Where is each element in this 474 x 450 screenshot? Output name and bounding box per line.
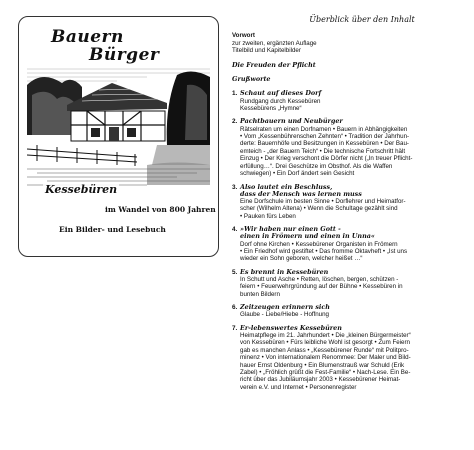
toc-entry-number: 6. [232, 304, 238, 312]
toc-entry-title: Pachtbauern und Neubürger [240, 117, 343, 126]
toc-entry-number: 3. [232, 183, 238, 191]
toc-entry-number: 7. [232, 324, 238, 332]
cover-place-name: Kessebüren [45, 183, 118, 196]
toc-entry-title: einen in Frömern und einen in Unna« [240, 232, 375, 241]
toc-entry-line: emteich - „der Bauern Teich“ • Die technische Fortschritt hält [240, 147, 406, 155]
toc-entry [232, 90, 464, 112]
toc-front-line: zur zweiten, ergänzten Auflage [232, 39, 317, 47]
toc-entry-line: schwiegen) • Ein Dorf ändert sein Gesicht [240, 170, 355, 178]
toc-entry-line: derte: Bauernhöfe und Besitzungen in Kessebüren • Der Bau- [240, 140, 409, 148]
toc-entry-line: gab es manchen Anlass • „Kessebürener Runde“ mit Politpro- [240, 346, 409, 354]
toc-entry-number: 1. [232, 90, 238, 98]
toc-entry-line: In Schutt und Asche • Retten, löschen, bergen, schützen - [240, 275, 399, 283]
cover-subtitle: im Wandel von 800 Jahren [105, 205, 216, 214]
toc-entry-line: minenz • Von internationalem Renommee: Der Maler und Bild- [240, 354, 411, 362]
toc-duty: Die Freuden der Pflicht [232, 60, 316, 69]
toc-entry-line: • Vom „Kessenbührenschen Zehnten“ • Tradition der Jahrhun- [240, 133, 410, 141]
toc-entry-line: • Pauken fürs Leben [240, 212, 296, 220]
toc-entry-line: Dorf ohne Kirchen • Kessebürener Organisten in Frömern [240, 240, 398, 248]
toc-entry-title: Er-lebenswertes Kessebüren [240, 323, 342, 332]
toc-entry-line: hauer Ernst Oldenburg • Ein Blumenstrauß war Schuld (Erik [240, 361, 405, 369]
toc-entry-line: verein e.V. und Internet • Personenregister [240, 383, 357, 391]
toc-entry [232, 269, 464, 298]
toc-entry-line: bunten Bildern [240, 290, 280, 298]
toc-entry-line: Glaube - Liebe/Hiebe - Hoffnung [240, 311, 329, 319]
toc-front-matter [232, 32, 464, 54]
toc-entry [232, 304, 464, 319]
toc-entry [232, 325, 464, 391]
cover-subtitle-2: Ein Bilder- und Lesebuch [59, 225, 166, 234]
toc-entry-line: Rätselraten um einen Dorfnamen • Bauern in Abhängigkeiten [240, 125, 408, 133]
book-cover [18, 16, 219, 257]
toc-entry-number: 2. [232, 118, 238, 126]
toc-entry-title: Es brennt in Kessebüren [240, 267, 329, 276]
toc-entry-line: • Ein Friedhof wird gestiftet • Das fromme Oktavheft • „Ist uns [240, 247, 408, 255]
toc-entry-number: 5. [232, 268, 238, 276]
toc-front-line: Titelbild und Kapitelbilder [232, 47, 301, 55]
toc-entry-line: wieder ein Sohn geboren, welcher heißet …“ [240, 255, 363, 263]
toc-entry-line: Rundgang durch Kessebüren [240, 97, 321, 105]
toc-entry [232, 226, 464, 263]
toc-entry-line: Zabel) • „Fröhlich grüßt die Fest-Familie“ • Nach-Lese. Ein Be- [240, 369, 411, 377]
toc-greetings: Grußworte [232, 75, 271, 84]
toc-preface-label: Vorwort [232, 32, 255, 40]
toc-entry-title: Schaut auf dieses Dorf [240, 89, 322, 98]
toc-entry-line: richt über das Jubiläumsjahr 2003 • Kessebürener Heimat- [240, 376, 401, 384]
toc-entry-line: erfüllung…“. Drei Geschütze im Obsthof. Als die Waffen [240, 162, 393, 170]
toc-entry-line: scher (Wilhelm Altena) • Wenn die Schultage gezählt sind [240, 205, 398, 213]
toc-heading: Überblick über den Inhalt [309, 15, 415, 24]
toc-entry-title: Also lautet ein Beschluss, [240, 182, 333, 191]
toc-entry-line: Einzug • Der Krieg verschont die Dörfer nicht („In treuer Pflicht- [240, 155, 413, 163]
toc-entry-line: von Kessebüren • Fürs leibliche Wohl ist gesorgt • Zum Feiern [240, 339, 410, 347]
cover-title-line1: Bauern [51, 27, 124, 47]
toc-entry-line: Eine Dorfschule im besten Sinne • Dorflehrer und Heimatfor- [240, 197, 406, 205]
toc-entry-line: Heimatpflege im 21. Jahrhundert • Die „kleinen Bürgermeister“ [240, 331, 411, 339]
toc-entry-line: feiern • Feuerwehrgründung auf der Bühne • Kessebüren in [240, 283, 403, 291]
toc-entry-line: Kessebürens „Hymne“ [240, 105, 302, 113]
toc-entry-title: dass der Mensch was lernen muss [240, 189, 362, 198]
toc-entry-number: 4. [232, 226, 238, 234]
toc-entry-title: »Wir haben nur einen Gott - [240, 225, 341, 234]
cover-title-line2: Bürger [89, 45, 160, 65]
toc-entry [232, 184, 464, 221]
table-of-contents [232, 16, 464, 397]
toc-entry-title: Zeitzeugen erinnern sich [240, 303, 330, 312]
toc-entry [232, 118, 464, 177]
